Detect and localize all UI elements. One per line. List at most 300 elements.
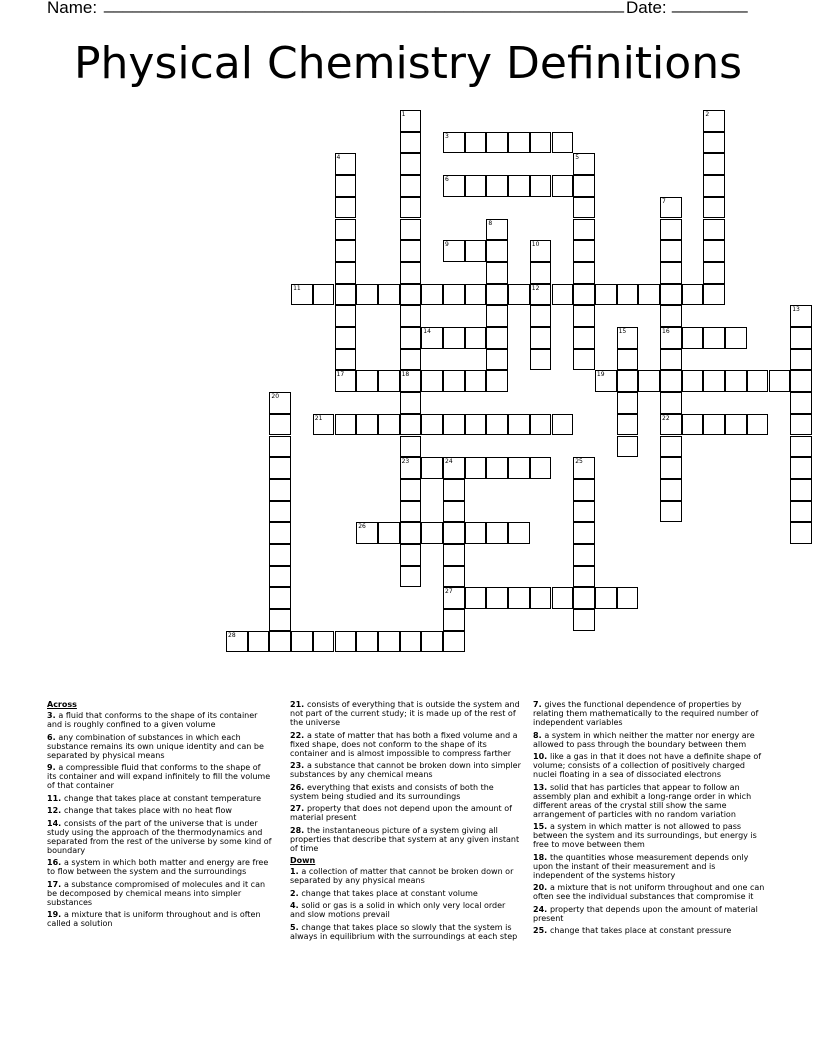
grid-cell[interactable] [703, 219, 725, 241]
grid-cell[interactable] [356, 284, 378, 306]
grid-cell[interactable] [725, 370, 747, 392]
grid-cell[interactable] [269, 414, 291, 436]
grid-cell[interactable] [703, 153, 725, 175]
grid-cell[interactable] [595, 370, 617, 392]
grid-cell[interactable] [573, 197, 595, 219]
clue-number-label: 21. [290, 700, 307, 709]
grid-cell[interactable] [530, 305, 552, 327]
grid-cell[interactable] [552, 414, 574, 436]
grid-cell[interactable] [335, 631, 357, 653]
clue-number-label: 16. [47, 858, 64, 867]
grid-cell[interactable] [465, 370, 487, 392]
clue-item [290, 700, 522, 727]
grid-cell[interactable] [335, 370, 357, 392]
grid-cell[interactable] [703, 175, 725, 197]
grid-cell[interactable] [400, 305, 422, 327]
grid-cell[interactable] [573, 305, 595, 327]
clue-item [47, 711, 272, 729]
grid-cell[interactable] [790, 392, 812, 414]
grid-cell[interactable] [421, 631, 443, 653]
grid-cell[interactable] [486, 284, 508, 306]
grid-cell[interactable] [335, 262, 357, 284]
grid-cell[interactable] [595, 587, 617, 609]
grid-cell[interactable] [638, 284, 660, 306]
grid-cell[interactable] [356, 631, 378, 653]
clue-item [290, 804, 522, 822]
grid-cell[interactable] [573, 587, 595, 609]
clue-number: 6 [445, 176, 449, 184]
grid-cell[interactable] [443, 370, 465, 392]
grid-cell[interactable] [443, 414, 465, 436]
grid-cell[interactable] [508, 587, 530, 609]
clue-text: solid or gas is a solid in which only very local order and slow motions prevail [290, 901, 506, 919]
grid-cell[interactable] [269, 544, 291, 566]
grid-cell[interactable] [356, 522, 378, 544]
grid-cell[interactable] [400, 566, 422, 588]
grid-cell[interactable] [530, 349, 552, 371]
clue-number-label: 9. [47, 763, 59, 772]
clue-number-label: 2. [290, 888, 302, 898]
grid-cell[interactable] [443, 284, 465, 306]
clue-number: 5 [575, 154, 580, 162]
grid-cell[interactable] [400, 522, 422, 544]
grid-cell[interactable] [400, 153, 422, 175]
clue-text: a state of matter that has both a fixed volume and a fixed shape, does not conform to the shape of its container and is almost impossible to compress farther [290, 730, 518, 758]
clue-text: a compressible fluid that conforms to the shape of its container and will expand infinitely to fill the volume of that container [47, 763, 271, 790]
grid-cell[interactable] [378, 370, 400, 392]
grid-cell[interactable] [682, 370, 704, 392]
grid-cell[interactable] [617, 370, 639, 392]
grid-cell[interactable] [486, 305, 508, 327]
grid-cell[interactable] [682, 284, 704, 306]
grid-cell[interactable] [400, 110, 422, 132]
grid-cell[interactable] [226, 631, 248, 653]
grid-cell[interactable] [660, 436, 682, 458]
name-line[interactable]: _______________________________________________________ [104, 0, 625, 13]
clue-item [533, 700, 765, 727]
clue-number-label: 11. [47, 793, 64, 803]
grid-cell[interactable] [400, 132, 422, 154]
grid-cell[interactable] [269, 609, 291, 631]
grid-cell[interactable] [790, 305, 812, 327]
grid-cell[interactable] [508, 175, 530, 197]
grid-cell[interactable] [790, 436, 812, 458]
clue-item [290, 867, 522, 885]
grid-cell[interactable] [552, 175, 574, 197]
grid-cell[interactable] [378, 522, 400, 544]
grid-cell[interactable] [508, 132, 530, 154]
clue-number-label: 23. [290, 761, 307, 770]
grid-cell[interactable] [552, 284, 574, 306]
grid-cell[interactable] [573, 219, 595, 241]
clue-number: 25 [575, 458, 583, 466]
grid-cell[interactable] [335, 327, 357, 349]
clue-text: a mixture that is not uniform throughout and one can often see the individual substances that compromise it [533, 883, 765, 901]
grid-cell[interactable] [421, 457, 443, 479]
grid-cell[interactable] [400, 240, 422, 262]
grid-cell[interactable] [790, 522, 812, 544]
grid-cell[interactable] [486, 219, 508, 241]
grid-cell[interactable] [465, 587, 487, 609]
grid-cell[interactable] [269, 392, 291, 414]
grid-cell[interactable] [790, 414, 812, 436]
clue-item [290, 783, 522, 801]
grid-cell[interactable] [269, 501, 291, 523]
clue-number: 12 [531, 284, 540, 292]
grid-cell[interactable] [269, 587, 291, 609]
grid-cell[interactable] [443, 566, 465, 588]
grid-cell[interactable] [400, 544, 422, 566]
grid-cell[interactable] [703, 327, 725, 349]
grid-cell[interactable] [486, 327, 508, 349]
grid-cell[interactable] [790, 479, 812, 501]
grid-cell[interactable] [443, 544, 465, 566]
grid-cell[interactable] [400, 479, 422, 501]
grid-cell[interactable] [660, 262, 682, 284]
grid-cell[interactable] [400, 631, 422, 653]
clue-text: consists of everything that is outside the system and not part of the current study; it is made up of the rest of the universe [290, 700, 520, 727]
grid-cell[interactable] [486, 587, 508, 609]
grid-cell[interactable] [617, 327, 639, 349]
grid-cell[interactable] [378, 631, 400, 653]
grid-cell[interactable] [638, 370, 660, 392]
clue-number: 2 [705, 111, 710, 118]
date-line[interactable]: ________ [672, 0, 748, 13]
grid-cell[interactable] [530, 457, 552, 479]
clue-text: any combination of substances in which each substance remains its own unique identity and can be separated by physical means [47, 732, 264, 760]
grid-cell[interactable] [660, 240, 682, 262]
clue-number: 27 [445, 588, 453, 596]
grid-cell[interactable] [486, 175, 508, 197]
grid-cell[interactable] [573, 262, 595, 284]
clue-item [47, 819, 272, 855]
grid-cell[interactable] [508, 457, 530, 479]
grid-cell[interactable] [617, 587, 639, 609]
grid-cell[interactable] [465, 522, 487, 544]
clue-number-label: 17. [47, 879, 64, 889]
clue-number-label: 22. [290, 730, 307, 740]
grid-cell[interactable] [660, 392, 682, 414]
grid-cell[interactable] [421, 327, 443, 349]
grid-cell[interactable] [443, 479, 465, 501]
grid-cell[interactable] [790, 501, 812, 523]
grid-cell[interactable] [269, 631, 291, 653]
clue-item [533, 822, 765, 849]
grid-cell[interactable] [291, 631, 313, 653]
clue-text: change that takes place at constant volume [301, 888, 478, 898]
grid-cell[interactable] [660, 501, 682, 523]
clue-number-label: 25. [533, 926, 550, 935]
grid-cell[interactable] [269, 566, 291, 588]
grid-cell[interactable] [400, 392, 422, 414]
grid-cell[interactable] [790, 457, 812, 479]
grid-cell[interactable] [486, 262, 508, 284]
grid-cell[interactable] [400, 284, 422, 306]
grid-cell[interactable] [508, 284, 530, 306]
clue-number-label: 12. [47, 806, 64, 815]
across-heading: Across [47, 700, 77, 709]
grid-cell[interactable] [400, 175, 422, 197]
grid-cell[interactable] [573, 349, 595, 371]
grid-cell[interactable] [747, 370, 769, 392]
grid-cell[interactable] [682, 414, 704, 436]
grid-cell[interactable] [573, 284, 595, 306]
clue-number: 23 [401, 458, 410, 466]
grid-cell[interactable] [465, 414, 487, 436]
grid-cell[interactable] [335, 305, 357, 327]
clue-number-label: 27. [290, 804, 307, 813]
grid-cell[interactable] [617, 414, 639, 436]
grid-cell[interactable] [313, 284, 335, 306]
grid-cell[interactable] [486, 240, 508, 262]
grid-cell[interactable] [335, 284, 357, 306]
grid-cell[interactable] [747, 414, 769, 436]
grid-cell[interactable] [443, 132, 465, 154]
down-heading: Down [290, 856, 316, 865]
grid-cell[interactable] [465, 327, 487, 349]
grid-cell[interactable] [356, 370, 378, 392]
grid-cell[interactable] [660, 479, 682, 501]
grid-cell[interactable] [573, 153, 595, 175]
grid-cell[interactable] [465, 457, 487, 479]
grid-cell[interactable] [703, 370, 725, 392]
grid-cell[interactable] [443, 501, 465, 523]
clue-text: everything that exists and consists of both the system being studied and its surroundings [290, 782, 494, 801]
grid-cell[interactable] [465, 284, 487, 306]
grid-cell[interactable] [421, 370, 443, 392]
grid-cell[interactable] [660, 457, 682, 479]
grid-cell[interactable] [660, 197, 682, 219]
grid-cell[interactable] [335, 175, 357, 197]
grid-cell[interactable] [465, 175, 487, 197]
grid-cell[interactable] [400, 436, 422, 458]
grid-cell[interactable] [443, 240, 465, 262]
grid-cell[interactable] [703, 110, 725, 132]
grid-cell[interactable] [335, 219, 357, 241]
clue-text: property that depends upon the amount of material present [533, 904, 758, 923]
grid-cell[interactable] [573, 457, 595, 479]
grid-cell[interactable] [443, 175, 465, 197]
clue-text: the instantaneous picture of a system giving all properties that describe that system at any given instant of time [290, 825, 520, 853]
grid-cell[interactable] [530, 175, 552, 197]
grid-cell[interactable] [617, 436, 639, 458]
grid-cell[interactable] [660, 349, 682, 371]
grid-cell[interactable] [703, 132, 725, 154]
grid-cell[interactable] [313, 631, 335, 653]
clue-item [533, 883, 765, 901]
grid-cell[interactable] [530, 327, 552, 349]
grid-cell[interactable] [703, 414, 725, 436]
grid-cell[interactable] [443, 327, 465, 349]
grid-cell[interactable] [400, 262, 422, 284]
grid-cell[interactable] [400, 457, 422, 479]
grid-cell[interactable] [530, 587, 552, 609]
clue-text: a system in which neither the matter nor energy are allowed to pass through the boundary between them [533, 730, 755, 749]
grid-cell[interactable] [617, 284, 639, 306]
clue-item [533, 905, 765, 923]
clue-number-label: 7. [533, 700, 545, 709]
grid-cell[interactable] [400, 327, 422, 349]
clue-number: 26 [358, 523, 366, 531]
grid-cell[interactable] [269, 479, 291, 501]
grid-cell[interactable] [660, 370, 682, 392]
grid-cell[interactable] [356, 414, 378, 436]
grid-cell[interactable] [617, 392, 639, 414]
grid-cell[interactable] [508, 522, 530, 544]
grid-cell[interactable] [443, 522, 465, 544]
clue-item [533, 926, 765, 935]
clue-number: 11 [293, 284, 301, 292]
clue-text: a mixture that is uniform throughout and is often called a solution [47, 910, 261, 928]
grid-cell[interactable] [378, 284, 400, 306]
grid-cell[interactable] [486, 457, 508, 479]
clue-number: 9 [445, 241, 449, 249]
grid-cell[interactable] [400, 370, 422, 392]
grid-cell[interactable] [573, 566, 595, 588]
grid-cell[interactable] [573, 327, 595, 349]
grid-cell[interactable] [335, 414, 357, 436]
grid-cell[interactable] [660, 414, 682, 436]
grid-cell[interactable] [530, 132, 552, 154]
clue-number: 1 [401, 111, 406, 118]
grid-cell[interactable] [790, 327, 812, 349]
clue-item [533, 752, 765, 779]
grid-cell[interactable] [486, 370, 508, 392]
grid-cell[interactable] [335, 153, 357, 175]
clue-text: change that takes place with no heat flow [63, 806, 232, 815]
clue-item [290, 889, 522, 898]
grid-cell[interactable] [291, 284, 313, 306]
grid-cell[interactable] [703, 284, 725, 306]
grid-cell[interactable] [443, 457, 465, 479]
grid-cell[interactable] [400, 414, 422, 436]
grid-cell[interactable] [660, 284, 682, 306]
grid-cell[interactable] [595, 284, 617, 306]
clue-text: a substance compromised of molecules and it can be decomposed by chemical means into simpler substances [47, 879, 266, 907]
grid-cell[interactable] [552, 587, 574, 609]
grid-cell[interactable] [335, 197, 357, 219]
clue-number: 22 [662, 414, 670, 422]
grid-cell[interactable] [335, 240, 357, 262]
grid-cell[interactable] [465, 240, 487, 262]
clue-item [533, 783, 765, 819]
grid-cell[interactable] [617, 349, 639, 371]
grid-cell[interactable] [248, 631, 270, 653]
clue-number-label: 20. [533, 883, 550, 892]
clue-number: 18 [401, 371, 410, 379]
grid-cell[interactable] [443, 631, 465, 653]
grid-cell[interactable] [660, 305, 682, 327]
clue-number-label: 13. [533, 782, 550, 792]
clue-number-label: 3. [47, 711, 59, 720]
clue-text: change that takes place at constant temperature [63, 793, 262, 803]
grid-cell[interactable] [573, 544, 595, 566]
clues-column-3 [533, 700, 765, 939]
clue-text: a system in which matter is not allowed to pass between the system and its surroundings, but energy is free to move between them [533, 822, 757, 849]
clue-item [47, 858, 272, 876]
grid-cell[interactable] [682, 327, 704, 349]
grid-cell[interactable] [421, 414, 443, 436]
clue-text: a system in which both matter and energy are free to flow between the system and the surroundings [47, 858, 269, 876]
grid-cell[interactable] [573, 609, 595, 631]
grid-cell[interactable] [769, 370, 791, 392]
grid-cell[interactable] [443, 609, 465, 631]
grid-cell[interactable] [530, 414, 552, 436]
grid-cell[interactable] [703, 262, 725, 284]
clue-number: 20 [271, 393, 280, 401]
clue-number-label: 14. [47, 818, 64, 828]
grid-cell[interactable] [400, 349, 422, 371]
grid-cell[interactable] [486, 522, 508, 544]
clue-number: 13 [792, 306, 800, 314]
grid-cell[interactable] [790, 370, 812, 392]
grid-cell[interactable] [400, 219, 422, 241]
clue-item [290, 761, 522, 779]
grid-cell[interactable] [660, 219, 682, 241]
grid-cell[interactable] [335, 349, 357, 371]
grid-cell[interactable] [552, 132, 574, 154]
grid-cell[interactable] [269, 436, 291, 458]
clue-number-label: 19. [47, 910, 64, 919]
grid-cell[interactable] [573, 522, 595, 544]
clue-number: 16 [662, 328, 670, 335]
grid-cell[interactable] [486, 132, 508, 154]
grid-cell[interactable] [573, 501, 595, 523]
clue-text: change that takes place at constant pressure [549, 926, 732, 935]
clue-text: gives the functional dependence of properties by relating them mathematically to the required number of independent variables [533, 700, 759, 727]
grid-cell[interactable] [443, 587, 465, 609]
grid-cell[interactable] [400, 501, 422, 523]
grid-cell[interactable] [486, 349, 508, 371]
grid-cell[interactable] [573, 479, 595, 501]
grid-cell[interactable] [313, 414, 335, 436]
grid-cell[interactable] [530, 240, 552, 262]
grid-cell[interactable] [660, 327, 682, 349]
clue-number-label: 6. [47, 732, 59, 742]
clue-item [47, 910, 272, 928]
grid-cell[interactable] [421, 284, 443, 306]
grid-cell[interactable] [378, 414, 400, 436]
clue-number-label: 5. [290, 922, 302, 932]
grid-cell[interactable] [269, 522, 291, 544]
grid-cell[interactable] [400, 197, 422, 219]
clue-item [47, 806, 272, 815]
clue-text: property that does not depend upon the amount of material present [290, 804, 512, 822]
grid-cell[interactable] [703, 240, 725, 262]
grid-cell[interactable] [725, 414, 747, 436]
clue-number-label: 1. [290, 867, 302, 876]
clue-item [533, 731, 765, 749]
clue-number-label: 4. [290, 901, 302, 910]
clue-item [47, 733, 272, 760]
grid-cell[interactable] [269, 457, 291, 479]
grid-cell[interactable] [508, 414, 530, 436]
grid-cell[interactable] [465, 132, 487, 154]
grid-cell[interactable] [725, 327, 747, 349]
grid-cell[interactable] [573, 240, 595, 262]
grid-cell[interactable] [703, 197, 725, 219]
grid-cell[interactable] [486, 414, 508, 436]
date-label: Date: [626, 0, 667, 17]
grid-cell[interactable] [421, 522, 443, 544]
grid-cell[interactable] [790, 349, 812, 371]
clue-number: 24 [445, 458, 453, 466]
grid-cell[interactable] [530, 284, 552, 306]
clues-column-1 [47, 700, 272, 932]
grid-cell[interactable] [573, 175, 595, 197]
grid-cell[interactable] [530, 262, 552, 284]
clue-number: 8 [488, 219, 493, 227]
